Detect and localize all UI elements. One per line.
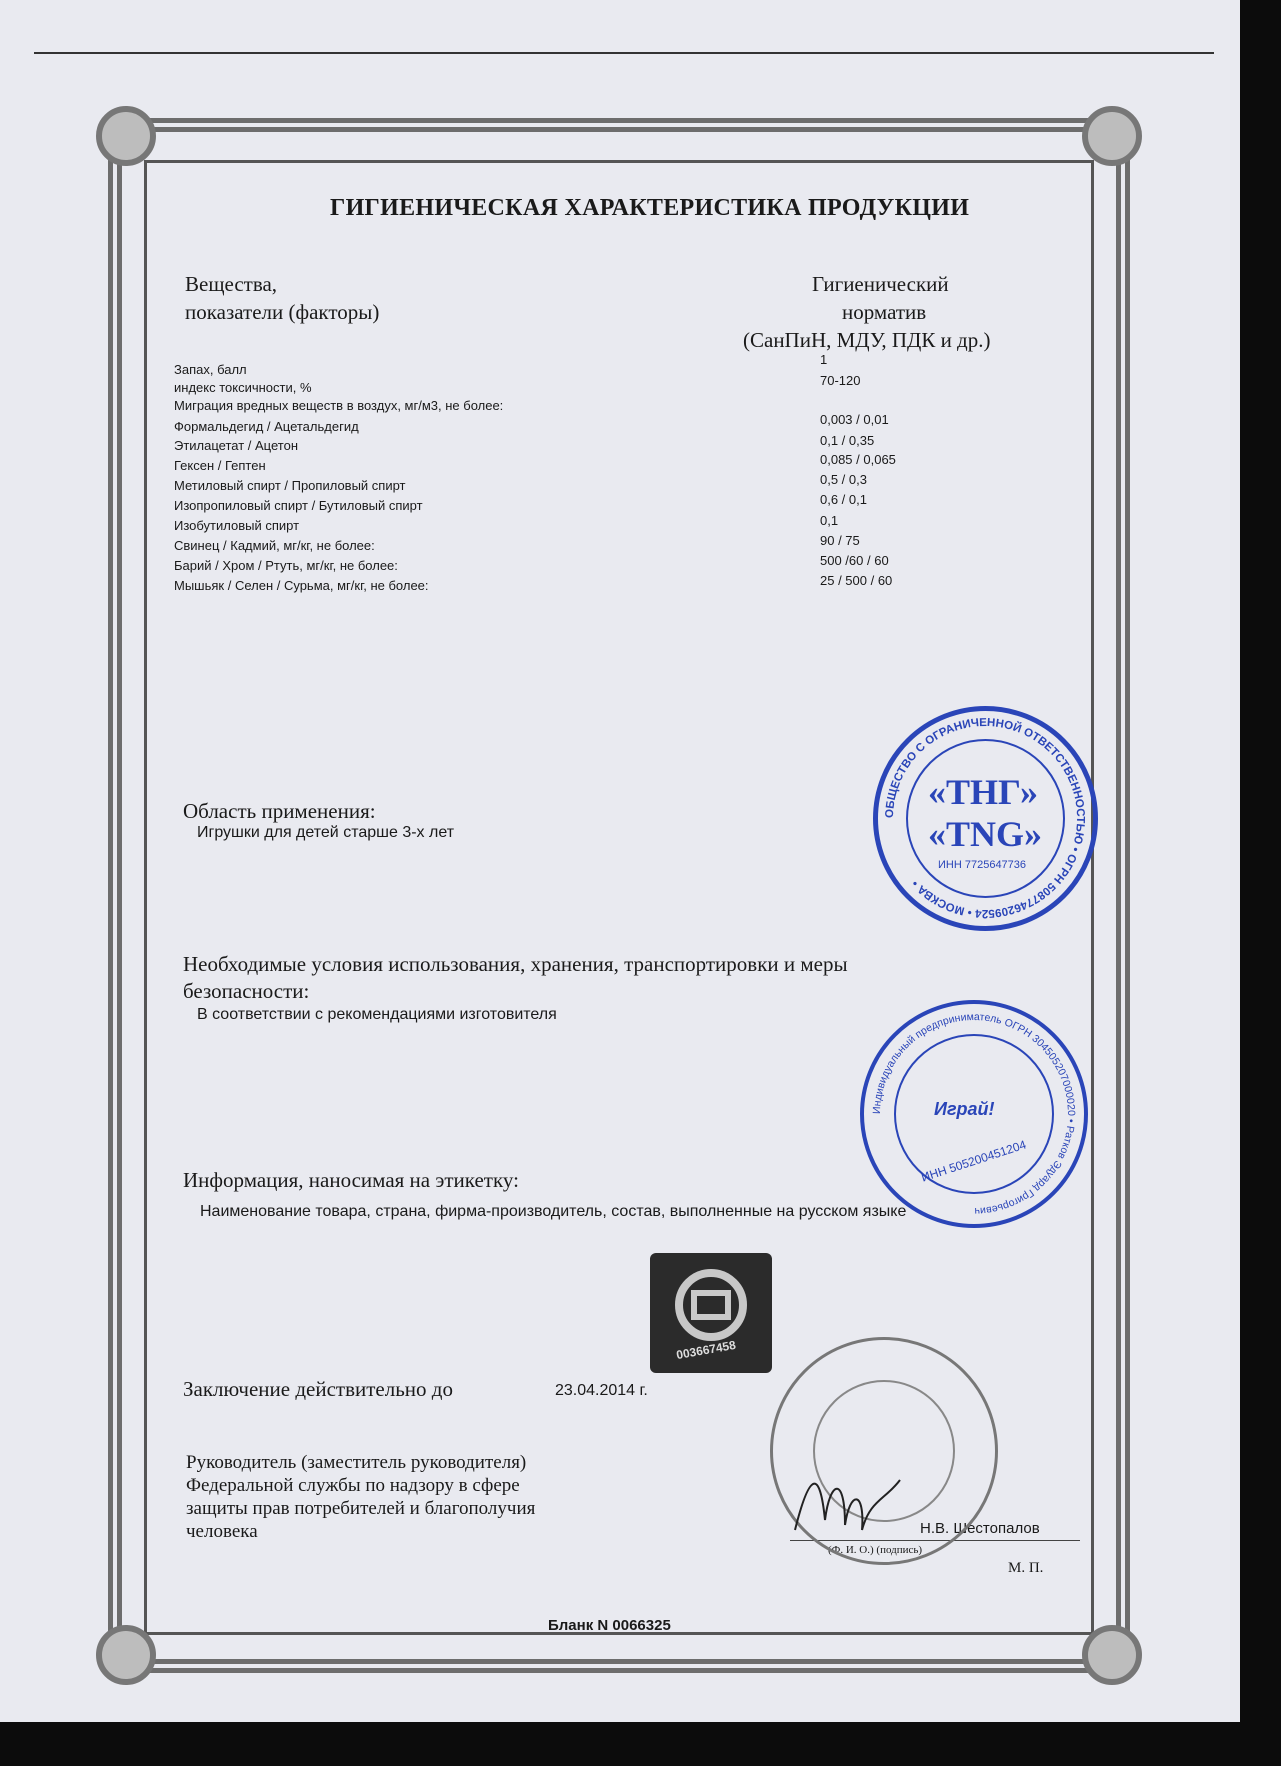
row-value: 0,003 / 0,01 xyxy=(820,412,889,427)
signature xyxy=(790,1460,910,1550)
row-value: 500 /60 / 60 xyxy=(820,553,889,568)
row-name: Барий / Хром / Ртуть, мг/кг, не более: xyxy=(174,558,398,573)
conditions-label-cont: безопасности: xyxy=(183,979,310,1003)
header-left-line-1: Вещества, xyxy=(185,272,278,296)
row-value: 0,085 / 0,065 xyxy=(820,452,896,467)
scan-edge-bottom xyxy=(0,1722,1281,1766)
row-name: Изопропиловый спирт / Бутиловый спирт xyxy=(174,498,423,513)
row-name: Мышьяк / Селен / Сурьма, мг/кг, не более: xyxy=(174,578,429,593)
header-left-line-2: показатели (факторы) xyxy=(185,300,380,324)
mp-label: М. П. xyxy=(1008,1560,1044,1576)
row-name: Этилацетат / Ацетон xyxy=(174,438,299,453)
row-value: 0,5 / 0,3 xyxy=(820,472,867,487)
scope-label: Область применения: xyxy=(183,799,376,823)
ip-stamp xyxy=(860,1000,1088,1228)
hologram xyxy=(650,1253,772,1373)
tng-main-cyr: «ТНГ» xyxy=(928,772,1039,812)
row-value: 90 / 75 xyxy=(820,533,860,548)
conditions-value: В соответствии с рекомендациями изготовителя xyxy=(197,1006,557,1023)
head-title-line-4: человека xyxy=(186,1521,258,1542)
row-value: 0,1 / 0,35 xyxy=(820,433,875,448)
label-info-label: Информация, наносимая на этикетку: xyxy=(183,1168,519,1192)
head-title-line-3: защиты прав потребителей и благополучия xyxy=(186,1498,536,1519)
row-name: Свинец / Кадмий, мг/кг, не более: xyxy=(174,538,375,553)
ip-logo: Играй! xyxy=(934,1099,995,1119)
tng-main-lat: «TNG» xyxy=(928,814,1043,854)
label-info-value: Наименование товара, страна, фирма-производитель, состав, выполненные на русском языке xyxy=(200,1203,907,1220)
corner-ornament-bottom-right xyxy=(1082,1625,1142,1685)
header-right-line-2: норматив xyxy=(842,300,927,324)
hologram-number: 003667458 xyxy=(675,1337,737,1363)
header-right-line-3: (СанПиН, МДУ, ПДК и др.) xyxy=(743,328,991,352)
row-value: 70-120 xyxy=(820,373,861,388)
row-value: 1 xyxy=(820,352,828,367)
scope-value: Игрушки для детей старше 3-х лет xyxy=(197,824,455,841)
row-name: Изобутиловый спирт xyxy=(174,518,300,533)
row-value: 25 / 500 / 60 xyxy=(820,573,893,588)
scan-edge-right xyxy=(1240,0,1281,1766)
row-name: Запах, балл xyxy=(174,362,247,377)
top-rule xyxy=(34,52,1214,54)
row-value: 0,1 xyxy=(820,513,839,528)
row-name: Гексен / Гептен xyxy=(174,458,266,473)
row-name: индекс токсичности, % xyxy=(174,380,312,395)
tng-stamp xyxy=(873,706,1098,931)
corner-ornament-bottom-left xyxy=(96,1625,156,1685)
row-name: Метиловый спирт / Пропиловый спирт xyxy=(174,478,406,493)
form-number: Бланк N 0066325 xyxy=(548,1617,671,1634)
signer-name: Н.В. Шестопалов xyxy=(920,1520,1040,1537)
tng-inn: ИНН 7725647736 xyxy=(938,859,1027,871)
corner-ornament-top-right xyxy=(1082,106,1142,166)
row-name: Миграция вредных веществ в воздух, мг/м3, не более: xyxy=(174,398,504,413)
head-title-line-2: Федеральной службы по надзору в сфере xyxy=(186,1475,520,1496)
svg-text:Индивидуальный предприниматель: Индивидуальный предприниматель ОГРН 304505207000020 • Ратков Эдуард Григорьевич xyxy=(870,1010,1078,1218)
conditions-label: Необходимые условия использования, хранения, транспортировки и меры xyxy=(183,952,848,976)
header-right-line-1: Гигиенический xyxy=(812,272,949,296)
signer-caption: (Ф. И. О.) (подпись) xyxy=(828,1544,923,1556)
svg-text:ОБЩЕСТВО С ОГРАНИЧЕННОЙ ОТВЕТС: ОБЩЕСТВО С ОГРАНИЧЕННОЙ ОТВЕТСТВЕННОСТЬЮ • ОГРН 5087746209524 • МОСКВА • xyxy=(883,716,1087,920)
valid-label: Заключение действительно до xyxy=(183,1377,453,1401)
row-value: 0,6 / 0,1 xyxy=(820,492,867,507)
ip-inn: ИНН 505200451204 xyxy=(919,1137,1028,1185)
valid-date: 23.04.2014 г. xyxy=(555,1382,648,1399)
corner-ornament-top-left xyxy=(96,106,156,166)
row-name: Формальдегид / Ацетальдегид xyxy=(174,419,359,434)
head-title-line-1: Руководитель (заместитель руководителя) xyxy=(186,1452,527,1473)
document-title: ГИГИЕНИЧЕСКАЯ ХАРАКТЕРИСТИКА ПРОДУКЦИИ xyxy=(330,195,970,221)
